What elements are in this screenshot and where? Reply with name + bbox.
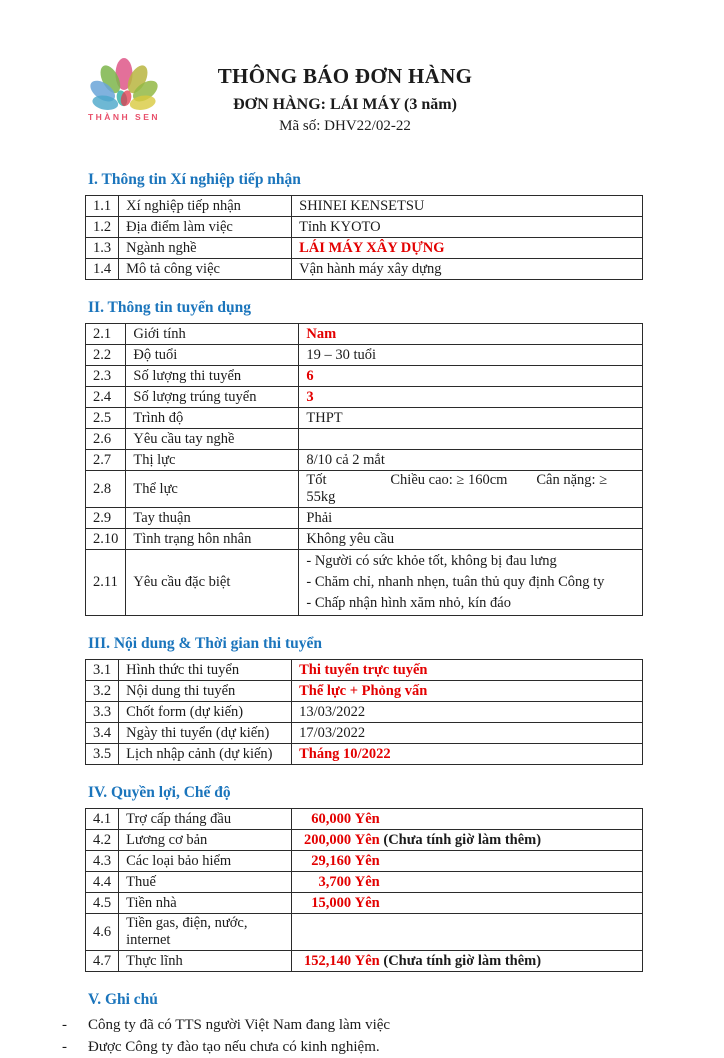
row-label: Thị lực [126,450,299,471]
row-number: 3.5 [86,744,119,765]
row-value [292,872,643,893]
amount-unit: Yên [351,811,380,827]
row-number: 4.2 [86,830,119,851]
row-label: Mô tả công việc [119,259,292,280]
row-label: Giới tính [126,324,299,345]
order-table-I [85,195,643,280]
table-row [86,702,643,723]
row-value-line: - Chăm chỉ, nhanh nhẹn, tuân thủ quy định Công ty [306,572,635,593]
row-value: Nam [299,324,643,345]
table-row [86,681,643,702]
row-number: 1.4 [86,259,119,280]
row-number: 4.7 [86,951,119,972]
row-number: 3.3 [86,702,119,723]
table-row [86,429,643,450]
row-label: Xí nghiệp tiếp nhận [119,196,292,217]
row-value: 6 [299,366,643,387]
section-heading-II: II. Thông tin tuyển dụng [88,299,724,317]
row-value: Vận hành máy xây dựng [292,259,643,280]
amount-value: 60,000 [299,811,351,828]
row-value: SHINEI KENSETSU [292,196,643,217]
row-value-line: - Người có sức khỏe tốt, không bị đau lưng [306,551,635,572]
logo-text: THÀNH SEN [74,112,174,122]
order-table-II [85,323,643,616]
row-label: Số lượng trúng tuyển [126,387,299,408]
row-number: 4.6 [86,914,119,951]
row-number: 4.4 [86,872,119,893]
amount-value: 200,000 [299,832,351,849]
table-row [86,660,643,681]
amount-unit: Yên [351,953,380,969]
row-value [292,914,643,951]
row-number: 2.4 [86,387,126,408]
table-row [86,408,643,429]
amount-note: (Chưa tính giờ làm thêm) [380,832,541,848]
table-row [86,744,643,765]
table-row [86,951,643,972]
amount-note: (Chưa tính giờ làm thêm) [380,953,541,969]
row-value: Thể lực + Phỏng vấn [292,681,643,702]
section-heading-III: III. Nội dung & Thời gian thi tuyển [88,635,724,653]
sections-container [0,171,724,1058]
amount-unit: Yên [351,832,380,848]
table-row [86,324,643,345]
table-row [86,508,643,529]
row-number: 2.9 [86,508,126,529]
table-row [86,723,643,744]
table-row [86,196,643,217]
row-label: Lương cơ bản [119,830,292,851]
row-number: 2.5 [86,408,126,429]
row-number: 1.1 [86,196,119,217]
row-number: 2.6 [86,429,126,450]
amount-unit: Yên [351,895,380,911]
table-row [86,830,643,851]
amount-unit: Yên [351,853,380,869]
table-row [86,366,643,387]
row-value: 19 – 30 tuổi [299,345,643,366]
row-label: Thực lĩnh [119,951,292,972]
note-item [62,1015,724,1037]
row-label: Địa điểm làm việc [119,217,292,238]
table-row [86,872,643,893]
section-heading-I: I. Thông tin Xí nghiệp tiếp nhận [88,171,724,189]
order-subtitle: ĐƠN HÀNG: LÁI MÁY (3 năm) [0,96,690,114]
row-number: 2.3 [86,366,126,387]
amount-value: 152,140 [299,953,351,970]
row-number: 4.5 [86,893,119,914]
amount-value: 3,700 [299,874,351,891]
row-number: 2.2 [86,345,126,366]
amount-value: 15,000 [299,895,351,912]
row-value-part: Tốt [306,472,390,489]
row-value [292,893,643,914]
row-label: Số lượng thi tuyển [126,366,299,387]
table-row [86,471,643,508]
header-titles [0,64,690,135]
row-label: Yêu cầu đặc biệt [126,550,299,616]
row-value-line: - Chấp nhận hình xăm nhỏ, kín đáo [306,593,635,614]
row-value: Không yêu cầu [299,529,643,550]
notes-block [0,1015,724,1058]
row-number: 1.2 [86,217,119,238]
table-row [86,387,643,408]
table-row [86,345,643,366]
row-label: Tiền nhà [119,893,292,914]
order-table-III [85,659,643,765]
table-row [86,529,643,550]
table-row [86,851,643,872]
section-heading-V: V. Ghi chú [88,991,724,1009]
table-row [86,914,643,951]
row-value: Phải [299,508,643,529]
row-label: Ngành nghề [119,238,292,259]
row-value: Tháng 10/2022 [292,744,643,765]
row-label: Thuế [119,872,292,893]
row-label: Nội dung thi tuyển [119,681,292,702]
row-value: 13/03/2022 [292,702,643,723]
row-number: 3.1 [86,660,119,681]
row-value: THPT [299,408,643,429]
row-value [299,550,643,616]
table-row [86,217,643,238]
document-header [0,0,724,152]
row-label: Trợ cấp tháng đầu [119,809,292,830]
row-label: Ngày thi tuyển (dự kiến) [119,723,292,744]
row-value [292,851,643,872]
row-value: LÁI MÁY XÂY DỰNG [292,238,643,259]
section-heading-IV: IV. Quyền lợi, Chế độ [88,784,724,802]
page-title: THÔNG BÁO ĐƠN HÀNG [0,64,690,89]
row-value-part: Chiều cao: ≥ 160cm [390,472,536,489]
row-number: 3.4 [86,723,119,744]
note-dash: - [62,1037,88,1058]
row-value [292,951,643,972]
order-table-IV [85,808,643,972]
row-label: Lịch nhập cảnh (dự kiến) [119,744,292,765]
table-row [86,259,643,280]
row-label: Hình thức thi tuyển [119,660,292,681]
note-text: Được Công ty đào tạo nếu chưa có kinh nghiệm. [88,1037,380,1058]
table-row [86,893,643,914]
row-value [292,830,643,851]
amount-unit: Yên [351,874,380,890]
amount-value: 29,160 [299,853,351,870]
row-number: 4.3 [86,851,119,872]
row-label: Tay thuận [126,508,299,529]
row-value: 3 [299,387,643,408]
row-label: Yêu cầu tay nghề [126,429,299,450]
row-number: 2.8 [86,471,126,508]
note-text: Công ty đã có TTS người Việt Nam đang làm việc [88,1015,390,1037]
row-number: 2.1 [86,324,126,345]
row-number: 2.10 [86,529,126,550]
row-number: 2.7 [86,450,126,471]
row-label: Chốt form (dự kiến) [119,702,292,723]
order-code: Mã số: DHV22/02-22 [0,118,690,135]
table-row [86,809,643,830]
row-label: Thể lực [126,471,299,508]
table-row [86,550,643,616]
row-label: Trình độ [126,408,299,429]
table-row [86,238,643,259]
row-value [299,429,643,450]
row-value [299,471,643,508]
row-number: 1.3 [86,238,119,259]
row-label: Tiền gas, điện, nước, internet [119,914,292,951]
note-dash: - [62,1015,88,1037]
row-value-part: Cân nặng: ≥ 55kg [306,472,607,505]
row-label: Độ tuổi [126,345,299,366]
row-value [292,809,643,830]
row-value: Thi tuyển trực tuyến [292,660,643,681]
row-value: 8/10 cả 2 mắt [299,450,643,471]
table-row [86,450,643,471]
row-number: 3.2 [86,681,119,702]
row-label: Các loại bảo hiểm [119,851,292,872]
row-label: Tình trạng hôn nhân [126,529,299,550]
note-item [62,1037,724,1058]
row-value: 17/03/2022 [292,723,643,744]
row-number: 4.1 [86,809,119,830]
row-number: 2.11 [86,550,126,616]
row-value: Tỉnh KYOTO [292,217,643,238]
